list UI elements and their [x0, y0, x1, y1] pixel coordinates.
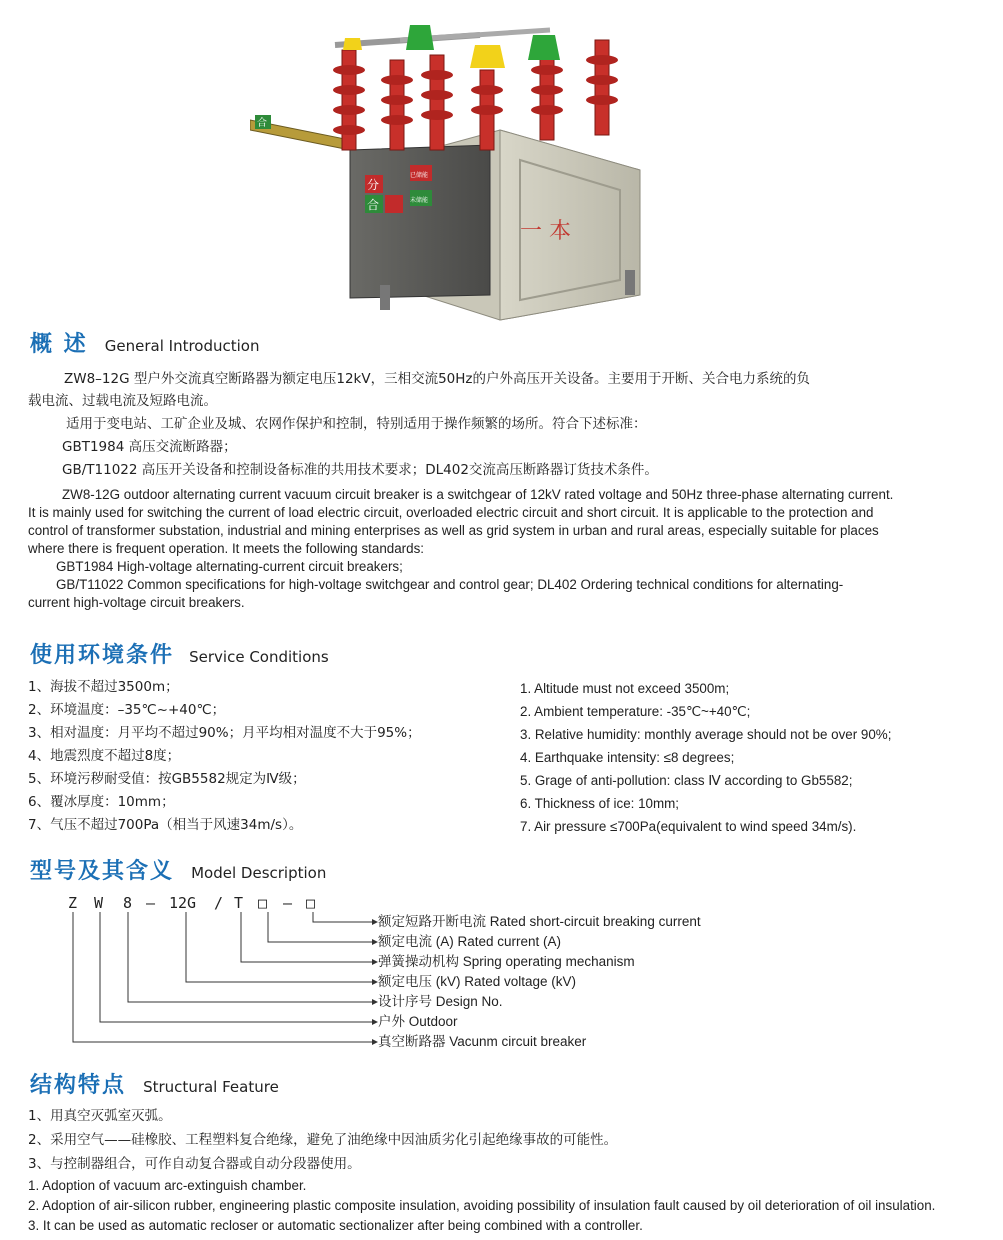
list-item: 6. Thickness of ice: 10mm; [520, 796, 680, 811]
list-item: 2、环境温度：–35℃~+40℃； [28, 702, 226, 718]
list-item: 4、地震烈度不超过8度； [28, 748, 181, 764]
lever-tag: 合 [257, 118, 267, 129]
list-item: 3. It can be used as automatic recloser or automatic sectionalizer after being combined with a controller. [28, 1218, 643, 1233]
code-part: □ [306, 894, 316, 912]
service-en-list [520, 677, 990, 838]
list-item: 1. Altitude must not exceed 3500m; [520, 681, 730, 696]
plate-stored: 已储能 [410, 172, 429, 179]
structure-en-list [28, 1176, 935, 1236]
model-label: 户外 Outdoor [378, 1014, 458, 1029]
model-label: 额定短路开断电流 Rated short-circuit breaking current [378, 914, 701, 929]
list-item: 2. Ambient temperature: -35℃~+40℃; [520, 704, 751, 719]
list-item: 5、环境污秽耐受值：按GB5582规定为Ⅳ级； [28, 771, 306, 787]
code-part: W [94, 894, 104, 912]
service-title-cn: 使用环境条件 [30, 643, 175, 668]
code-part: 12G [169, 894, 197, 912]
intro-en-line: GBT1984 High-voltage alternating-current circuit breakers; [56, 559, 403, 574]
intro-en-line: ZW8-12G outdoor alternating current vacuum circuit breaker is a switchgear of 12kV rated voltage and 50Hz three-phase alternating current. [62, 487, 894, 502]
service-heading [30, 638, 329, 669]
structure-title-cn: 结构特点 [30, 1073, 127, 1098]
list-item: 2. Adoption of air-silicon rubber, engineering plastic composite insulation, avoiding possibility of insulation fault caused by oil deterioration of oil insulation. [28, 1198, 936, 1213]
plate-open: 分 [367, 178, 380, 192]
intro-en-line: where there is frequent operation. It meets the following standards: [28, 541, 424, 556]
intro-cn-line: ZW8–12G 型户外交流真空断路器为额定电压12kV，三相交流50Hz的户外高压开关设备。主要用于开断、关合电力系统的负 [64, 371, 811, 387]
model-title-cn: 型号及其含义 [30, 859, 175, 884]
model-labels [378, 912, 701, 1052]
model-title-en: Model Description [191, 864, 327, 882]
intro-title-cn: 概 述 [30, 332, 88, 357]
intro-cn-line: 适用于变电站、工矿企业及城、农网作保护和控制，特别适用于操作频繁的场所。符合下述标准： [66, 416, 647, 432]
intro-heading [30, 327, 259, 358]
structure-heading [30, 1068, 279, 1099]
intro-cn-line: GB/T11022 高压开关设备和控制设备标准的共用技术要求；DL402交流高压断路器订货技术条件。 [62, 462, 658, 478]
list-item: 4. Earthquake intensity: ≤8 degrees; [520, 750, 735, 765]
model-label: 额定电压 (kV) Rated voltage (kV) [378, 974, 577, 989]
structure-title-en: Structural Feature [143, 1078, 279, 1096]
plate-close: 合 [367, 198, 380, 212]
model-label: 设计序号 Design No. [378, 994, 503, 1009]
intro-en-line: GB/T11022 Common specifications for high-voltage switchgear and control gear; DL402 Ordering technical conditions for alternating- [56, 577, 844, 592]
list-item: 7. Air pressure ≤700Pa(equivalent to wind speed 34m/s). [520, 819, 857, 834]
list-item: 7、气压不超过700Pa（相当于风速34m/s）。 [28, 817, 303, 833]
list-item: 3、与控制器组合，可作自动复合器或自动分段器使用。 [28, 1156, 361, 1172]
brand-mark: 一 本 [520, 219, 571, 244]
intro-cn-line: GBT1984 高压交流断路器； [62, 439, 237, 455]
code-part: – [146, 894, 156, 912]
list-item: 3. Relative humidity: monthly average should not be over 90%; [520, 727, 892, 742]
intro-en-line: control of transformer substation, industrial and mining enterprises as well as grid system in urban and rural areas, especially suitable for places [28, 523, 879, 538]
list-item: 1、用真空灭弧室灭弧。 [28, 1108, 172, 1124]
list-item: 1. Adoption of vacuum arc-extinguish chamber. [28, 1178, 307, 1193]
model-connector-lines [60, 910, 380, 1050]
intro-title-en: General Introduction [104, 337, 260, 355]
model-label: 弹簧操动机构 Spring operating mechanism [378, 954, 635, 969]
model-label: 真空断路器 Vacunm circuit breaker [378, 1034, 587, 1049]
list-item: 2、采用空气——硅橡胶、工程塑料复合绝缘，避免了油绝缘中因油质劣化引起绝缘事故的可能性。 [28, 1132, 618, 1148]
model-heading [30, 854, 326, 885]
structure-cn-list [28, 1104, 617, 1176]
model-label: 额定电流 (A) Rated current (A) [378, 934, 562, 949]
plate-unstored: 未储能 [410, 197, 429, 204]
code-part: T [234, 894, 244, 912]
code-part: 8 [123, 894, 133, 912]
code-part: Z [68, 894, 78, 912]
intro-en-line: It is mainly used for switching the current of load electric circuit, overloaded electric circuit and short circuit. It is applicable to the protection and [28, 505, 874, 520]
list-item: 3、相对温度：月平均不超过90%；月平均相对温度不大于95%； [28, 725, 421, 741]
product-photo [250, 20, 650, 325]
list-item: 1、海拔不超过3500m； [28, 679, 179, 695]
code-part: – [283, 894, 293, 912]
list-item: 6、覆冰厚度：10mm； [28, 794, 175, 810]
code-part: / [214, 894, 224, 912]
list-item: 5. Grage of anti-pollution: class Ⅳ according to Gb5582; [520, 773, 853, 788]
intro-en-line: current high-voltage circuit breakers. [28, 595, 245, 610]
intro-cn-line: 载电流、过载电流及短路电流。 [28, 393, 217, 409]
service-cn-list [28, 676, 508, 837]
service-title-en: Service Conditions [189, 648, 329, 666]
code-part: □ [258, 894, 268, 912]
